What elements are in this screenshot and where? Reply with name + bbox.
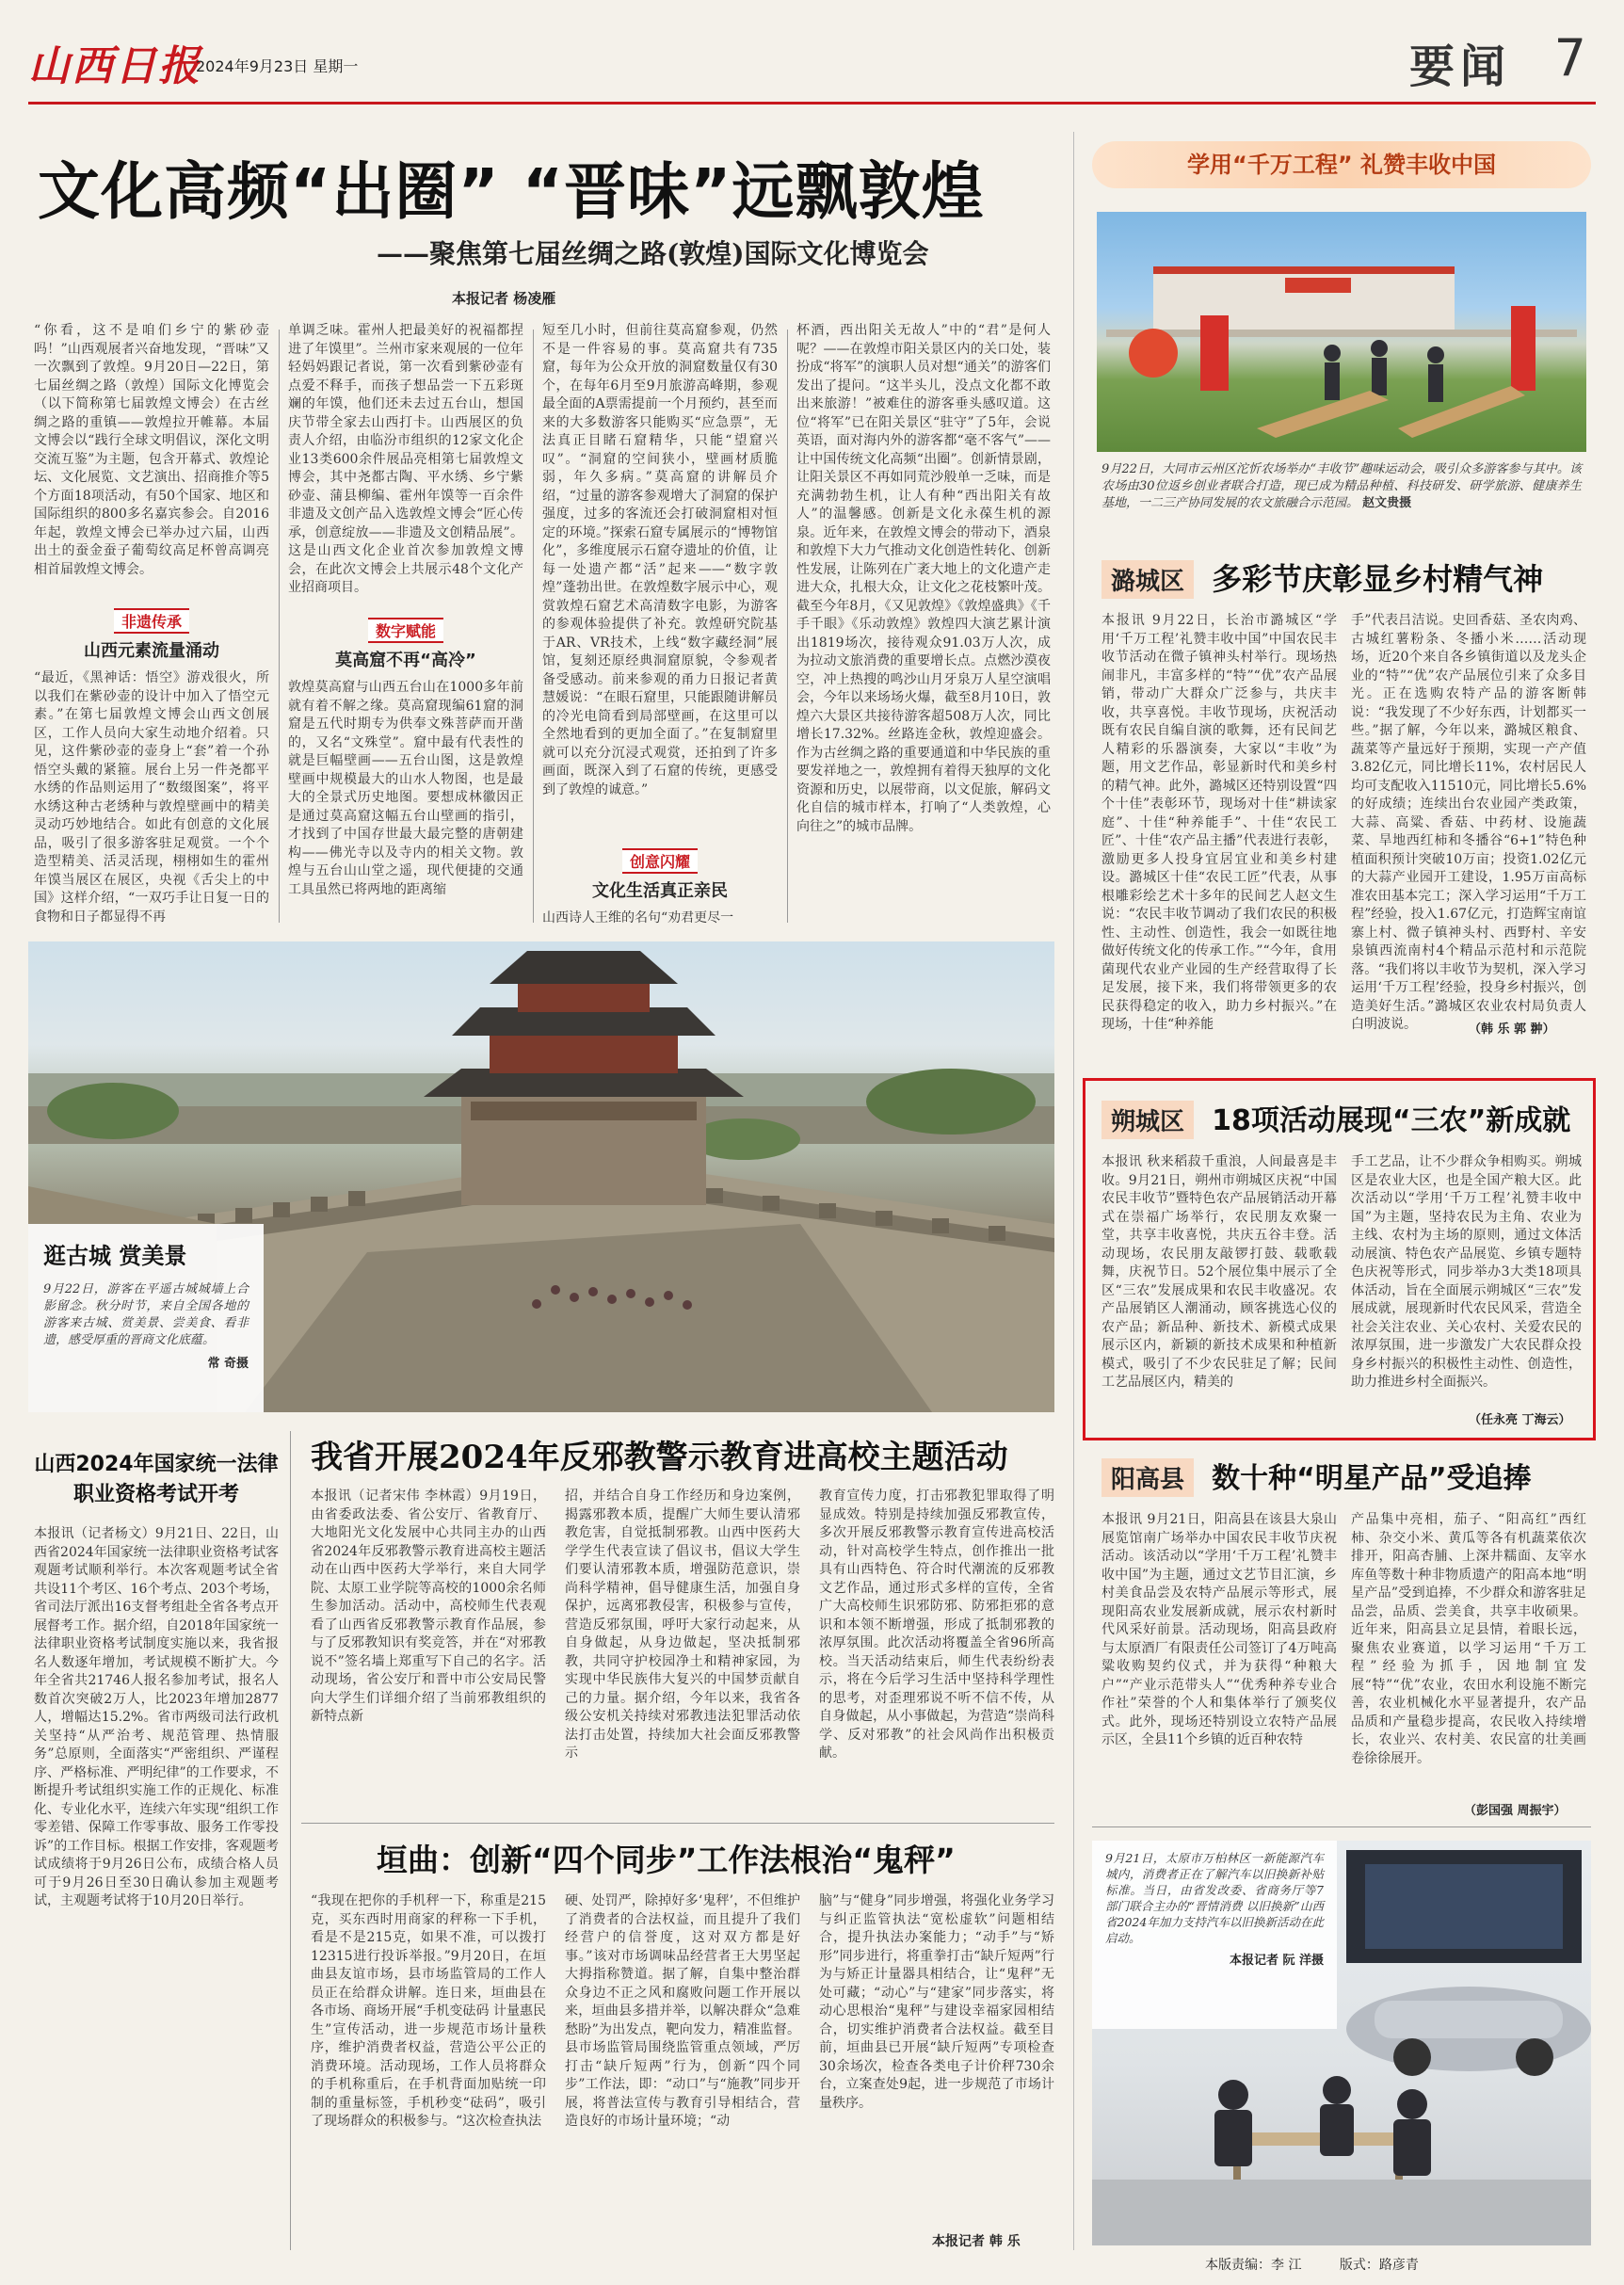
lead-paragraph: 单调乏味。霍州人把最美好的祝福都捏进了年馍里”。兰州市家来观展的一位年轻妈妈跟记者说，第一次看到紫砂壶有点爱不释手，而孩子想品尝一下五彩斑斓的年馍，他们还未去过五台山，想国庆节带全家去山西打卡。山西展区的负责人介绍，由临汾市组织的12家文化企业13类600余件展品亮相第七届敦煌文博会，其中尧都古陶、平水绣、乡宁紫砂壶、蒲县柳编、霍州年馍等一百余件非遗及文创产品入选敦煌文博会“匠心传承，创意绽放——非遗及文创精品展”。这是山西文化企业首次参加敦煌文博会，在此次文博会上共展示48个文化产业招商项目。 <box>288 323 523 595</box>
section-tag: 数字赋能 <box>368 618 443 643</box>
lead-column-4 <box>796 322 1051 929</box>
exam-text: 本报讯（记者杨文）9月21日、22日，山西省2024年国家统一法律职业资格考试客观题考试顺利举行。本次客观题考试全省共设11个考区、16个考点、203个考场，省司法厅派出16支督考组赴全省各考点开展督考工作。据介绍，自2018年国家统一法律职业资格考试制度实施以来，我省报名人数逐年增加，考试规模不断扩大。今年全省共21746人报名参加考试，报名人数首次突破2万人，比2023年增加2877人，增幅达15.2%。省市两级司法行政机关坚持“从严治考、规范管理、热情服务”总原则，全面落实“严密组织、严谨程序、严格标准、严明纪律”的工作要求，不断提升考试组织实施工作的正规化、标准化、专业化水平，连续六年实现“组织工作零差错、保障工作零事故、服务工作零投诉”的工作目标。根据工作安排，客观题考试成绩将于9月26日公布，成绩合格人员可于9月26日至30日确认参加主观题考试，主观题考试将于10月20日举行。 <box>34 1526 279 1908</box>
yanggao-heading <box>1101 1455 1591 1497</box>
section-tag: 非遗传承 <box>114 608 189 634</box>
photo-credit: 赵文贵摄 <box>1362 496 1412 510</box>
lead-paragraph: “最近，《黑神话：悟空》游戏很火，所以我们在紫砂壶的设计中加入了悟空元素。”在第七届敦煌文博会山西文创展区，工作人员向大家生动地介绍着。只见，这件紫砂壶的壶身上“套”着一个孙悟空头戴的紧箍。展台上另一件尧都平水绣的作品则运用了“数缀图案”，将平水绣这种古老绣种与敦煌壁画中的精美灵动巧妙地结合。如此有创意的文化展品，吸引了很多游客驻足观赏。一个个造型精美、活灵活现，栩栩如生的霍州年馍当展区在展区，央视《舌尖上的中国》这样介绍，“一双巧手让日复一日的食物和日子都显得不再 <box>34 670 269 925</box>
lead-paragraph: 短至几小时，但前往莫高窟参观，仍然不是一件容易的事。莫高窟共有735窟，每年为公众开放的洞窟数量仅有30个，在每年6月至9月旅游高峰期，参观最全面的A票需提前一个月预约，甚至而来的大多数游客只能购买“应急票”，无法真正目睹石窟精华，只能“望窟兴叹”。“洞窟的空间狭小，壁画材质脆弱，年久多病。”莫高窟的讲解员介绍，“过量的游客参观增大了洞窟的保护强度，过多的客流还会打破洞窟相对恒定的环境。”探索石窟专属展示的“博物馆化”，多维度展示石窟夺遗址的价值，让每一处遗产都“活”起来——“数字敦煌”蓬勃出世。在敦煌数字展示中心，观赏敦煌石窟艺术高清数字电影，为游客的参观体验提供了补充。敦煌研究院基于AR、VR技术，上线“数字藏经洞”展馆，复刻还原经典洞窟原貌，令参观者备受感动。前来参观的甬力日报记者黄慧媛说：“在眼石窟里，只能跟随讲解员的冷光电筒看到局部壁画，在这里可以全然地看到的更加全面了。”在复制窟里就可以充分沉浸式观赏，还拍到了许多画面，既深入到了石窟的传统，更感受到了敦煌的诚意。” <box>542 323 778 797</box>
lead-title: 文化高频“出圈” “晋味”远飘敦煌 <box>38 155 985 228</box>
cult-title: 我省开展2024年反邪教警示教育进高校主题活动 <box>311 1439 1008 1476</box>
lead-paragraph: 山西诗人王维的名句“劝君更尽一 <box>542 910 734 925</box>
story-title: 数十种“明星产品”受追捧 <box>1212 1462 1532 1495</box>
guiqu-byline: 本报记者 韩 乐 <box>932 2234 1021 2249</box>
lucheng-column-1: 本报讯 9月22日，长治市潞城区“学用‘千万工程’礼赞丰收中国”中国农民丰收节活动在微子镇神头村举行。现场热闹非凡，丰富多样的“特”“优”农产品展销，带动广大群众广泛参与，共庆丰收，共享喜悦。丰收节现场，庆祝活动既有农民自编自演的歌舞，还有民间艺人精彩的乐器演奏，大家以“丰收”为题，用文艺作品，彰显新时代和美乡村的精气神。此外，潞城区还特别设置“四个十佳”表彰环节，现场对十佳“耕读家庭”、十佳“种养能手”、十佳“农民工匠”、十佳“农产品主播”代表进行表彰，激励更多人投身宜居宜业和美乡村建设。潞城区十佳“农民工匠”代表，从事根雕彩绘艺术十多年的民间艺人赵文生说：“农民丰收节调动了我们农民的积极性、主动性、创造性，我会一如既往地做好传统文化的传承工作。”“今年，食用菌现代农业产业园的生产经营取得了长足发展，接下来，我们将带领更多的农民获得稳定的收入，助力乡村振兴。”在现场，十佳“种养能 <box>1101 613 1337 1032</box>
shuocheng-heading <box>1101 1097 1591 1139</box>
lead-byline: 本报记者 杨凌雁 <box>452 290 556 307</box>
guiqu-title: 垣曲：创新“四个同步”工作法根治“鬼秤” <box>377 1842 956 1878</box>
guiqu-column-3: 脑”与“健身”同步增强，将强化业务学习与纠正监管执法“宽松虚软”问题相结合，提升执法办案能力；“动手”与“矫形”同步进行，将重拳打击“缺斤短两”行为与矫正计量器具相结合，让“鬼秤”无处可藏；“动心”与“建家”同步落实，将动心思根治“鬼秤”与建设幸福家园相结合，切实维护消费者合法权益。截至目前，垣曲县已开展“缺斤短两”专项检查30余场次，检查各类电子计价秤730余台，立案查处9起，进一步规范了市场计量秩序。 <box>819 1893 1054 2111</box>
cult-column-1: 本报讯（记者宋伟 李林霞）9月19日，由省委政法委、省公安厅、省教育厅、大地阳光文化发展中心共同主办的山西省2024年反邪教警示教育进高校主题活动在山西中医药大学举行，来自大同学院、太原工业学院等高校的1000余名师生参加活动。活动中，高校师生代表观看了山西省反邪教警示教育作品展，参与了反邪教知识有奖竞答，并在“对邪教说不”签名墙上郑重写下自己的名字。活动现场，省公安厅和晋中市公安局民警向大学生们详细介绍了当前邪教组织的新特点新 <box>311 1488 546 1724</box>
lucheng-credit: （韩 乐 郭 翀） <box>1469 1022 1555 1037</box>
issue-date: 2024年9月23日 星期一 <box>196 57 359 75</box>
right-banner-text: 学用“千万工程” 礼赞丰收中国 <box>1187 152 1496 178</box>
yanggao-column-2: 产品集中亮相，茄子、“阳高红”西红柿、杂交小米、黄瓜等各有机蔬菜依次排开，阳高杏脯、上深井糯面、友宰水库鱼等数十种非物质遗产的阳高本地“明星产品”受到追捧，不少群众和游客驻足品尝，品质、尝美食，共享丰收硕果。近年来，阳高县立足县情，着眼长远，聚焦农业赛道，以学习运用“千万工程”经验为抓手，因地制宜发展“特”“优”农业，农田水利设施不断完善，农业机械化水平显著提升，农产品品质和产量稳步提高，农民收入持续增长，农业兴、农村美、农民富的壮美画卷徐徐展开。 <box>1351 1512 1586 1766</box>
photo-credit: 常 奇摄 <box>207 1357 249 1371</box>
lucheng-column-2: 手”代表吕洁说。史回香菇、圣农肉鸡、古城红薯粉条、冬播小米……活动现场，近20个来自各乡镇街道以及龙头企业的“特”“优”农产品展位引来了众多目光。正在选购农特产品的游客断韩说：“我发现了不少好东西，计划都买一些。”据了解，今年以来，潞城区粮食、蔬菜等产量远好于预期，实现一产产值3.82亿元，同比增长11%，农村居民人均可支配收入11510元，同比增长5.6%的好成绩；连续出台农业园产类政策，大蒜、高粱、香菇、中药材、设施蔬菜、旱地西红柿和冬播谷“6+1”特色种植面积预计突破10万亩；投资1.02亿元的大蒜产业园开工建设，1.95万亩高标准农田基本完工；深入学习运用“千万工程”经验，投入1.67亿元，打造辉宝南谊寨上村、微子镇神头村、西野村、辛安泉镇西流南村4个精品示范村和示范院落。“我们将以丰收节为契机，深入学习运用‘千万工程’经验，投身乡村振兴，创造美好生活。”潞城区农业农村局负责人白明波说。 <box>1351 613 1586 1032</box>
lead-subheading: 莫高窟不再“高冷” <box>335 651 476 670</box>
cult-column-3: 教育宣传力度，打击邪教犯罪取得了明显成效。特别是持续加强反邪教宣传，多次开展反邪教警示教育宣传进高校活动，针对高校学生特点，创作推出一批具有山西特色、符合时代潮流的反邪教文艺作品，通过形式多样的宣传，全省广大高校师生识邪防邪、防邪拒邪的意识和本领不断增强，形成了抵制邪教的浓厚氛围。此次活动将覆盖全省96所高校。当天活动结束后，师生代表纷纷表示，将在今后学习生活中坚持科学理性的思考，对歪理邪说不听不信不传，从自身做起，从小事做起，为营造“崇尚科学、反对邪教”的社会风尚作出积极贡献。 <box>819 1488 1054 1761</box>
footer-editor: 本版责编：李 江 <box>1205 2258 1302 2273</box>
guiqu-column-1: “我现在把你的手机秤一下，称重是215克，买东西时用商家的秤称一下手机，看是不是215克，如果不准，可以拨打12315进行投诉举报。”9月20日，在垣曲县友谊市场，县市场监管局的工作人员正在给群众讲解。连日来，垣曲县在各市场、商场开展“手机变砝码 计量惠民生”宣传活动，进一步规范市场计量秩序，维护消费者权益，营造公平公正的消费环境。活动现场，工作人员将群众的手机称重后，在手机背面加贴统一印制的重量标签，手机秒变“砝码”，吸引了现场群众的积极参与。“这次检查执法 <box>311 1893 546 2129</box>
cult-column-2: 招，并结合自身工作经历和身边案例，揭露邪教本质，提醒广大师生要认清邪教危害，自觉抵制邪教。山西中医药大学学生代表宣读了倡议书，倡议大学生们要认清邪教本质，增强防范意识，崇尚科学精神，倡导健康生活，加强自身保护，远离邪教侵害，积极参与宣传，营造反邪氛围，呼吁大家行动起来，从自身做起，从身边做起，坚决抵制邪教，共同守护校园净土和精神家园，为实现中华民族伟大复兴的中国梦贡献自己的力量。据介绍，今年以来，我省各级公安机关持续对邪教违法犯罪活动依法打击处置，持续加大社会面反邪教警示 <box>565 1488 800 1761</box>
exam-title: 山西2024年国家统一法律职业资格考试开考 <box>34 1453 279 1506</box>
photo-caption: 9月22日，游客在平遥古城城墙上合影留念。秋分时节，来自全国各地的游客来古城、赏美景、尝美食、看非遗，感受厚重的晋商文化底蕴。 <box>43 1282 249 1347</box>
lucheng-heading <box>1101 555 1591 599</box>
photo-title: 逛古城 赏美景 <box>43 1243 187 1269</box>
photo-credit: 本报记者 阮 洋摄 <box>1229 1954 1324 1968</box>
lead-subtitle: ——聚焦第七届丝绸之路(敦煌)国际文化博览会 <box>377 238 929 269</box>
district-tag: 朔城区 <box>1101 1101 1194 1139</box>
yanggao-column-1: 本报讯 9月21日，阳高县在该县大泉山展览馆南广场举办中国农民丰收节庆祝活动。该活动以“学用‘千万工程’礼赞丰收中国”为主题，通过文艺节目汇演，乡村美食品尝及农特产品展示等形式，展现阳高农业发展新成就，展示农村新时代风采好前景。活动现场，阳高县政府与太原酒厂有限责任公司签订了4万吨高粱收购契约仪式，并为获得“种粮大户”“产业示范带头人”“优秀种养专业合作社”荣誉的个人和集体举行了颁奖仪式。此外，现场还特别设立农特产品展示区，全县11个乡镇的近百种农特 <box>1101 1512 1337 1747</box>
lead-subheading: 山西元素流量涌动 <box>84 641 219 661</box>
story-title: 多彩节庆彰显乡村精气神 <box>1212 561 1544 597</box>
lead-paragraph: “你看，这不是咱们乡宁的紫砂壶吗！”山西观展者兴奋地发现，“晋味”又一次飘到了敦煌。9月20日—22日，第七届丝绸之路（敦煌）国际文化博览会（以下简称第七届敦煌文博会）在古丝绸之路的重镇——敦煌拉开帷幕。本届文博会以“践行全球文明倡议，深化文明交流互鉴”为主题，包含开幕式、敦煌论坛、文化展览、文艺演出、招商推介等5个方面18项活动，有50个国家、地区和国际组织的800多名嘉宾参会。自2016年起，敦煌文博会已举办过六届，山西出土的蚕金蚕子葡萄纹高足杯曾高调亮相首届敦煌文博会。 <box>34 323 269 577</box>
lead-column-2 <box>288 322 523 929</box>
lead-subheading: 文化生活真正亲民 <box>592 881 728 901</box>
story-title: 18项活动展现“三农”新成就 <box>1212 1104 1571 1137</box>
district-tag: 潞城区 <box>1101 560 1194 599</box>
main-photo-pingyao <box>28 941 1054 1412</box>
lead-column-1 <box>34 322 269 929</box>
car-showroom-photo <box>1092 1841 1591 2245</box>
footer-designer: 版式：路彦青 <box>1339 2258 1419 2273</box>
harvest-photo-caption: 9月22日，大同市云州区沱忻农场举办“丰收节”趣味运动会，吸引众多游客参与其中。该农场由30位返乡创业者联合打造，现已成为精品种植、科技研发、研学旅游、健康养生基地，一二三产协同发展的农文旅融合示范园。 赵文贵摄 <box>1101 462 1582 510</box>
section-name: 要闻 <box>1408 40 1511 93</box>
harvest-festival-photo <box>1097 212 1586 452</box>
lead-column-3 <box>542 322 778 929</box>
guiqu-column-2: 硬、处罚严，除掉好多‘鬼秤’，不但维护了消费者的合法权益，而且提升了我们经营户的信誉度，这对双方都是好事。”该对市场调味品经营者王大男坚起大拇指称赞道。据了解，自集中整治群众身边不正之风和腐败问题工作开展以来，垣曲县多措并举，以解决群众“急难愁盼”为出发点，靶向发力，精准监督。县市场监管局围绕监管重点领域，严厉打击“缺斤短两”行为，创新“四个同步”工作法，即：“动口”与“施教”同步开展，将普法宣传与教育引导相结合，营造良好的市场计量环境；“动 <box>565 1893 800 2129</box>
right-banner <box>1092 141 1591 188</box>
shuocheng-column-1: 本报讯 秋来稻菽千重浪，人间最喜是丰收。9月21日，朔州市朔城区庆祝“中国农民丰收节”暨特色农产品展销活动开幕式在崇福广场举行，农民朋友欢聚一堂，共享丰收喜悦，共庆五谷丰登。活动现场，农民朋友敲锣打鼓、载歌载舞，庆祝节日。52个展位集中展示了全区“三农”发展成果和农民丰收盛况。农产品展销区人潮涌动，顾客挑选心仪的农产品；新品种、新技术、新模式成果展示区内，新颖的新技术成果和种植新模式，吸引了不少农民驻足了解；民间工艺品展区内，精美的 <box>1101 1154 1337 1390</box>
photo-caption-box <box>28 1224 264 1412</box>
harvest-games-illustration <box>1097 212 1586 452</box>
page-number: 7 <box>1553 28 1586 88</box>
district-tag: 阳高县 <box>1101 1458 1194 1497</box>
newspaper-logo: 山西日报 <box>28 42 201 90</box>
footer <box>1205 2255 1600 2274</box>
car-photo-caption-box <box>1092 1841 1337 2029</box>
lead-paragraph: 杯酒，西出阳关无故人”中的“君”是何人呢？——在敦煌市阳关景区内的关口处，装扮成“将军”的演职人员对想“通关”的游客们发出了提问。“这半头儿，没点文化都不敢出来旅游！”被难住的游客垂头感叹道。这位“将军”已在阳关景区“驻守”了5年，会说英语，面对海内外的游客都“毫不客气”——让中国传统文化高频“出圈”。创新情景剧，让阳关景区不再如同荒沙般单一乏味，而是充满勃勃生机，让人有种“西出阳关有故人”的温馨感。创新是文化永葆生机的源泉。近年来，在敦煌文博会的带动下，酒泉和敦煌下大力气推动文化创造性转化、创新性发展，让陈列在广袤大地上的文化遗产走进大众，扎根大众，让文化之花枝繁叶茂。截至今年8月，《又见敦煌》《敦煌盛典》《千手千眼》《乐动敦煌》敦煌四大演艺累计演出1819场次，接待观众91.03万人次，成为拉动文旅消费的重要增长点。点燃沙漠夜空，冲上热搜的鸣沙山月牙泉万人星空演唱会，今年以来场场火爆，截至8月10日，敦煌六大景区共接待游客超508万人次，同比增长17.32%。丝路连金秋，敦煌迎盛会。作为古丝绸之路的重要通道和中华民族的重要发祥地之一，敦煌拥有着得天独厚的文化资源和历史，以展带商，以文促旅，解码文化自信的城市样本，打响了“人类敦煌，心向往之”的城市品牌。 <box>796 323 1051 834</box>
section-tag: 创意闪耀 <box>622 848 698 874</box>
shuocheng-credit: （任永亮 丁海云） <box>1469 1413 1571 1427</box>
photo-caption: 9月21日，太原市万柏林区一新能源汽车城内，消费者正在了解汽车以旧换新补贴标准。当日，由省发改委、省商务厅等7部门联合主办的“晋情消费 以旧换新”山西省2024年加力支持汽车以旧换新活动在此启动。 <box>1105 1851 1324 1945</box>
lead-paragraph: 敦煌莫高窟与山西五台山在1000多年前就有着不解之缘。莫高窟现编61窟的洞窟是五代时期专为供奉文殊菩萨而开凿的，又名“文殊堂”。窟中最有代表性的就是巨幅壁画——五台山图，这是敦煌壁画中规模最大的山水人物图，也是最大的全景式历史地图。要想成林徽因正是通过莫高窟这幅五台山壁画的指引，才找到了中国存世最大最完整的唐朝建构——佛光寺以及寺内的相关文物。敦煌与五台山山堂之遥，现代便捷的交通工具虽然已将两地的距离缩 <box>288 680 523 897</box>
masthead-rule <box>28 102 1596 105</box>
masthead <box>28 23 1596 107</box>
shuocheng-column-2: 手工艺品，让不少群众争相购买。朔城区是农业大区，也是全国产粮大区。此次活动以“学用‘千万工程’礼赞丰收中国”为主题，坚持农民为主角、农业为主线、农村为主场的原则，通过文体活动展演、特色农产品展览、乡镇专题特色庆祝等形式，同步举办3大类18项具体活动，旨在全面展示朔城区“三农”发展成就，展现新时代农民风采，营造全社会关注农业、关心农村、关爱农民的浓厚氛围，进一步激发广大农民群众投身乡村振兴的积极性主动性、创造性，助力推进乡村全面振兴。 <box>1351 1154 1582 1390</box>
yanggao-credit: （彭国强 周振宇） <box>1464 1804 1567 1818</box>
